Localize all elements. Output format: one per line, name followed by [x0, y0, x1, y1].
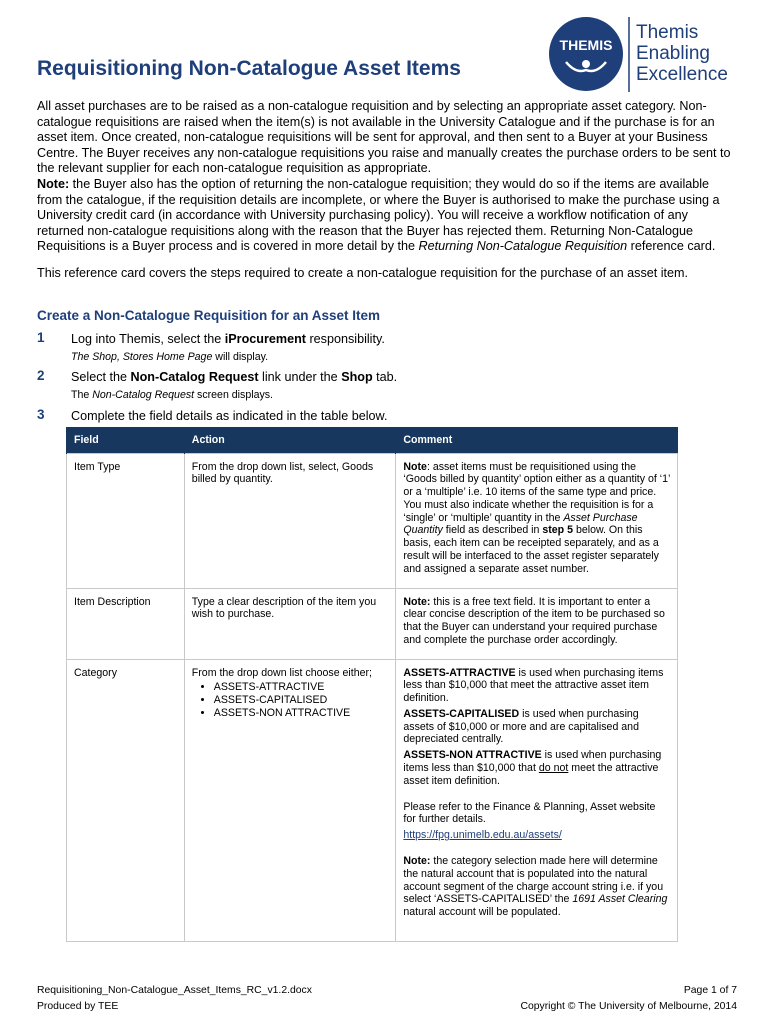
footer-page-number: Page 1 of 7: [683, 985, 737, 996]
intro-paragraph-1: [37, 99, 737, 177]
comment-category-note: [403, 855, 670, 919]
cell-action: [184, 659, 396, 941]
comment-bold: ASSETS-CAPITALISED: [403, 707, 520, 720]
field-details-table: [66, 427, 678, 942]
table-header-row: [67, 427, 678, 453]
header-action: Action: [184, 427, 396, 453]
comment-bold: step 5: [542, 524, 573, 537]
step-2-post: tab.: [372, 370, 398, 384]
list-item: • ASSETS-ATTRACTIVE: [214, 681, 389, 694]
comment-capitalised: [403, 708, 670, 746]
step-text-3: Complete the field details as indicated in the table below.: [71, 409, 388, 423]
header-comment: Comment: [396, 427, 678, 453]
cell-action: Type a clear description of the item you wish to purchase.: [184, 588, 396, 659]
comment-text: meet the attractive asset item definition.: [403, 762, 659, 787]
comment-italic: 1691 Asset Clearing: [572, 893, 668, 906]
cell-comment: [396, 659, 678, 941]
cell-field: Item Type: [67, 453, 185, 588]
footer-right: [520, 983, 737, 1015]
action-text: From the drop down list choose either;: [191, 666, 372, 679]
category-options-list: [192, 681, 389, 719]
step-text-1: [71, 332, 385, 346]
intro-note-ref: Returning Non-Catalogue Requisition: [418, 239, 628, 254]
themis-logo: [548, 14, 748, 94]
step-1-note-rest: will display.: [212, 351, 269, 363]
cell-action: From the drop down list, select, Goods billed by quantity.: [184, 453, 396, 588]
intro-note-text: the Buyer also has the option of returning the non-catalogue requisition; they would do so if the items are available from the catalogue, if the requisition details are incomplete, or where the Buyer is authorised to make the purchase using a University credit card (in accordance with University purchasing policy). You will receive a workflow notification of any returned non-catalogue requisitions along with the reason that the Buyer has rejected them. Returning Non-Catalogue Requisitions is a Buyer process and is covered in more detail by the: [37, 177, 720, 254]
comment-text: is used when purchasing items less than $10,000 that: [403, 749, 662, 775]
intro-note-label: Note:: [37, 177, 70, 191]
section-heading: Create a Non-Catalogue Requisition for an Asset Item: [37, 308, 381, 323]
comment-bold: ASSETS-ATTRACTIVE: [403, 666, 516, 679]
scales-icon-center: [582, 60, 590, 68]
step-1-bold: iProcurement: [224, 332, 306, 346]
comment-attractive: [403, 667, 670, 705]
step-text-2: [71, 370, 397, 384]
step-1-pre: Log into Themis, select the: [71, 332, 225, 346]
logo-line-2: Enabling: [636, 43, 710, 64]
step-note-1: [71, 351, 268, 363]
logo-line-1: Themis: [636, 22, 699, 43]
table-row: [67, 453, 678, 588]
intro-text-1: All asset purchases are to be raised as a non-catalogue requisition and by selecting an appropriate asset category. Non-catalogue requisitions are raised when the item(s) is not available in the University Catalogue and if the purchase is for an asset item. Once created, non-catalogue requisitions will be sent for approval, and then sent to a Buyer at your Business Centre. The Buyer receives any non-catalogue requisitions you raise and manually creates the purchase orders to be sent to the relevant supplier for each non-catalogue requisition as appropriate.: [37, 99, 731, 176]
cell-comment: [396, 588, 678, 659]
comment-text: the category selection made here will determine the natural account that is populated into the natural account segment of the charge account string i.e. if you select ‘ASSETS-CAPITALISED’ the: [403, 855, 664, 906]
step-1-post: responsibility.: [305, 332, 385, 346]
comment-text: is used when purchasing assets of $10,000 or more and are capitalised and depreciated centrally.: [403, 707, 639, 746]
comment-text: below. On this basis, each item can be receipted separately, and as a result will be interfaced to the asset register separately and assigned a separate asset number.: [403, 524, 659, 575]
comment-italic: Asset Purchase Quantity: [403, 511, 638, 537]
step-note-2: [71, 389, 273, 401]
step-2-bold2: Shop: [341, 370, 373, 384]
comment-text: field as described in: [442, 524, 543, 537]
table-row: [67, 659, 678, 941]
logo-badge: [549, 17, 623, 91]
comment-bold: ASSETS-NON ATTRACTIVE: [403, 749, 542, 762]
step-1-note-italic: The Shop, Stores Home Page: [71, 351, 213, 363]
table-row: [67, 588, 678, 659]
assets-website-link[interactable]: https://fpg.unimelb.edu.au/assets/: [403, 829, 562, 842]
comment-note-label: Note:: [403, 855, 431, 868]
intro-note: [37, 177, 737, 255]
cell-field: Category: [67, 659, 185, 941]
step-2-bold: Non-Catalog Request: [130, 370, 259, 384]
step-2-pre: Select the: [71, 370, 131, 384]
footer-filename: Requisitioning_Non-Catalogue_Asset_Items_RC_v1.2.docx: [37, 985, 312, 996]
cell-comment: [396, 453, 678, 588]
intro-text-3: This reference card covers the steps required to create a non-catalogue requisition for the purchase of an asset item.: [37, 266, 689, 280]
comment-refer: Please refer to the Finance & Planning, Asset website for further details.: [403, 800, 656, 826]
step-2-note-pre: The: [71, 389, 93, 401]
step-2-note-rest: screen displays.: [194, 389, 273, 401]
comment-non-attractive: [403, 749, 670, 787]
step-number-2: 2: [37, 368, 45, 383]
footer-copyright: Copyright © The University of Melbourne, 2014: [520, 1001, 737, 1012]
comment-text: is used when purchasing items less than $10,000 that meet the attractive asset item definition.: [403, 666, 664, 705]
list-item: • ASSETS-CAPITALISED: [214, 694, 389, 707]
comment-note-label: Note:: [403, 595, 431, 608]
cell-field: Item Description: [67, 588, 185, 659]
step-number-1: 1: [37, 330, 45, 345]
step-2-mid: link under the: [258, 370, 342, 384]
comment-text: this is a free text field. It is important to enter a clear concise description of the item to be purchased so that the Buyer can understand your required purchase and complete the purchase order accordingly.: [403, 595, 665, 646]
comment-text: : asset items must be requisitioned using the ‘Goods billed by quantity’ option either as a quantity of ‘1’ or a ‘multiple’ i.e. 10 items of the same type and price. You must also indicate whether the requisition is for a ‘single’ or ‘multiple’ quantity in the: [403, 460, 670, 524]
comment-note-label: Note: [403, 460, 427, 473]
intro-note-end: reference card.: [627, 239, 716, 254]
comment-text: natural account will be populated.: [403, 906, 561, 919]
step-2-note-italic: Non-Catalog Request: [92, 389, 195, 401]
footer-produced-by: Produced by TEE: [37, 1001, 119, 1012]
logo-badge-text: THEMIS: [559, 37, 613, 53]
header-field: Field: [67, 427, 185, 453]
intro-paragraph-3: [37, 266, 737, 282]
page-title: Requisitioning Non-Catalogue Asset Items: [37, 57, 461, 80]
footer-left: [37, 983, 312, 1015]
logo-line-3: Excellence: [636, 64, 728, 85]
comment-underline: do not: [538, 762, 569, 775]
step-number-3: 3: [37, 407, 45, 422]
list-item: • ASSETS-NON ATTRACTIVE: [214, 707, 389, 720]
